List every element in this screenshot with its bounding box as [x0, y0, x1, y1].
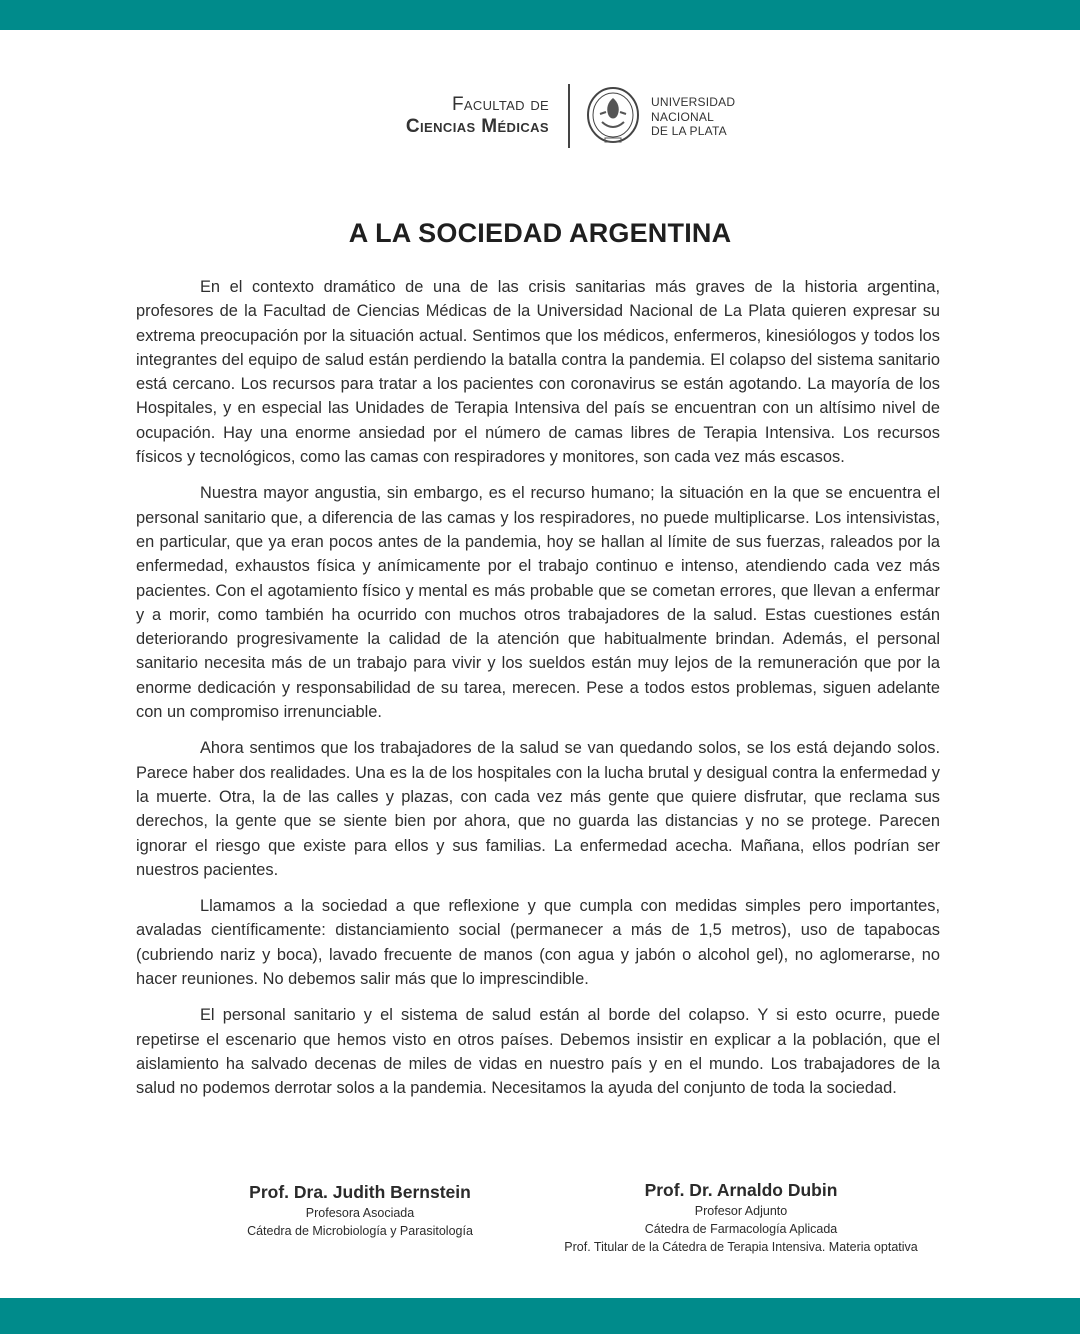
university-name-line-3: DE LA PLATA: [651, 124, 727, 138]
signatory-role: Profesor Adjunto: [694, 1204, 788, 1218]
signatory-name: Prof. Dra. Judith Bernstein: [249, 1182, 471, 1202]
signatory-department: Cátedra de Farmacología Aplicada: [644, 1222, 838, 1236]
signatory-role: Profesora Asociada: [305, 1206, 415, 1220]
university-name-line-1: UNIVERSIDAD: [651, 95, 736, 109]
top-color-band: [0, 0, 1080, 30]
paragraph-2: Nuestra mayor angustia, sin embargo, es el recurso humano; la situación en la que se encuentra el personal sanitario que, a diferencia de las camas y los respiradores, no puede multiplicarse. Los intensivistas, en particular, que ya eran pocos antes de la pandemia, hoy se hallan al límite de sus fuerzas, raleados por la enfermedad, exhaustos física y anímicamente por el trabajo continuo e intenso, atendiendo cada vez más pacientes. Con el agotamiento físico y mental es más probable que se cometan errores, que llevan a enfermar y a morir, como también ha ocurrido con muchos otros trabajadores de la salud. Estas cuestiones están deteriorando progresivamente la calidad de la atención que habitualmente brindan. Además, el personal sanitario necesita más de un trabajo para vivir y los sueldos están muy lejos de la remuneración que por la enorme dedicación y responsabilidad de su tarea, merecen. Pese a todos estos problemas, siguen adelante con un compromiso irrenunciable.: [136, 484, 940, 722]
paragraph-4: Llamamos a la sociedad a que reflexione y que cumpla con medidas simples pero importantes, avaladas científicamente: distanciamiento social (permanecer a más de 1,5 metros), uso de tapabocas (cubriendo nariz y boca), lavado frecuente de manos (con agua y jabón o alcohol gel), no aglomerarse, no hacer reuniones. No debemos salir más que lo imprescindible.: [136, 897, 940, 989]
bottom-color-band: [0, 1298, 1080, 1334]
university-name-line-2: NACIONAL: [651, 109, 714, 124]
letterhead-divider: [568, 84, 570, 148]
letterhead: [0, 84, 1080, 150]
faculty-name: [406, 94, 549, 138]
faculty-name-line-1: Facultad de: [452, 94, 549, 115]
faculty-name-line-2: Ciencias Médicas: [405, 116, 549, 137]
signatory-title: Prof. Titular de la Cátedra de Terapia Intensiva. Materia optativa: [564, 1240, 918, 1254]
university-name: [651, 95, 735, 139]
letter-title: A LA SOCIEDAD ARGENTINA: [348, 218, 732, 248]
signature-dubin: [530, 1178, 952, 1256]
paragraph-1: En el contexto dramático de una de las crisis sanitarias más graves de la historia argentina, profesores de la Facultad de Ciencias Médicas de la Universidad Nacional de La Plata quieren expresar su extrema preocupación por la situación actual. Sentimos que los médicos, enfermeros, kinesiólogos y todos los integrantes del equipo de salud están perdiendo la batalla contra la pandemia. El colapso del sistema sanitario está cercano. Los recursos para tratar a los pacientes con coronavirus se están agotando. La mayoría de los Hospitales, y en especial las Unidades de Terapia Intensiva del país se encuentran con un altísimo nivel de ocupación. Hay una enorme ansiedad por el número de camas libres de Terapia Intensiva. Los recursos físicos y tecnológicos, como las camas con respiradores y monitores, son cada vez más escasos.: [136, 278, 940, 467]
university-seal-icon: [586, 86, 640, 146]
letter-body: [136, 275, 940, 1113]
signature-bernstein: [200, 1180, 520, 1240]
paragraph-3: Ahora sentimos que los trabajadores de la salud se van quedando solos, se los está dejando solos. Parece haber dos realidades. Una es la de los hospitales con la lucha brutal y desigual contra la enfermedad y la muerte. Otra, la de las calles y plazas, con cada vez más gente que quiere disfrutar, que reclama sus derechos, la gente que se siente bien por ahora, que no guarda las distancias y no se protege. Parecen ignorar el riesgo que existe para ellos y sus familias. La enfermedad acecha. Mañana, ellos podrían ser nuestros pacientes.: [136, 739, 940, 879]
paragraph-5: El personal sanitario y el sistema de salud están al borde del colapso. Y si esto ocurre, puede repetirse el escenario que hemos visto en otros países. Debemos insistir en explicar a la población, que el aislamiento ha salvado decenas de miles de vidas en nuestro país y en el mundo. Los trabajadores de la salud no podemos derrotar solos a la pandemia. Necesitamos la ayuda del conjunto de toda la sociedad.: [136, 1006, 940, 1098]
signatory-name: Prof. Dr. Arnaldo Dubin: [644, 1180, 838, 1200]
signatory-department: Cátedra de Microbiología y Parasitología: [247, 1224, 473, 1238]
